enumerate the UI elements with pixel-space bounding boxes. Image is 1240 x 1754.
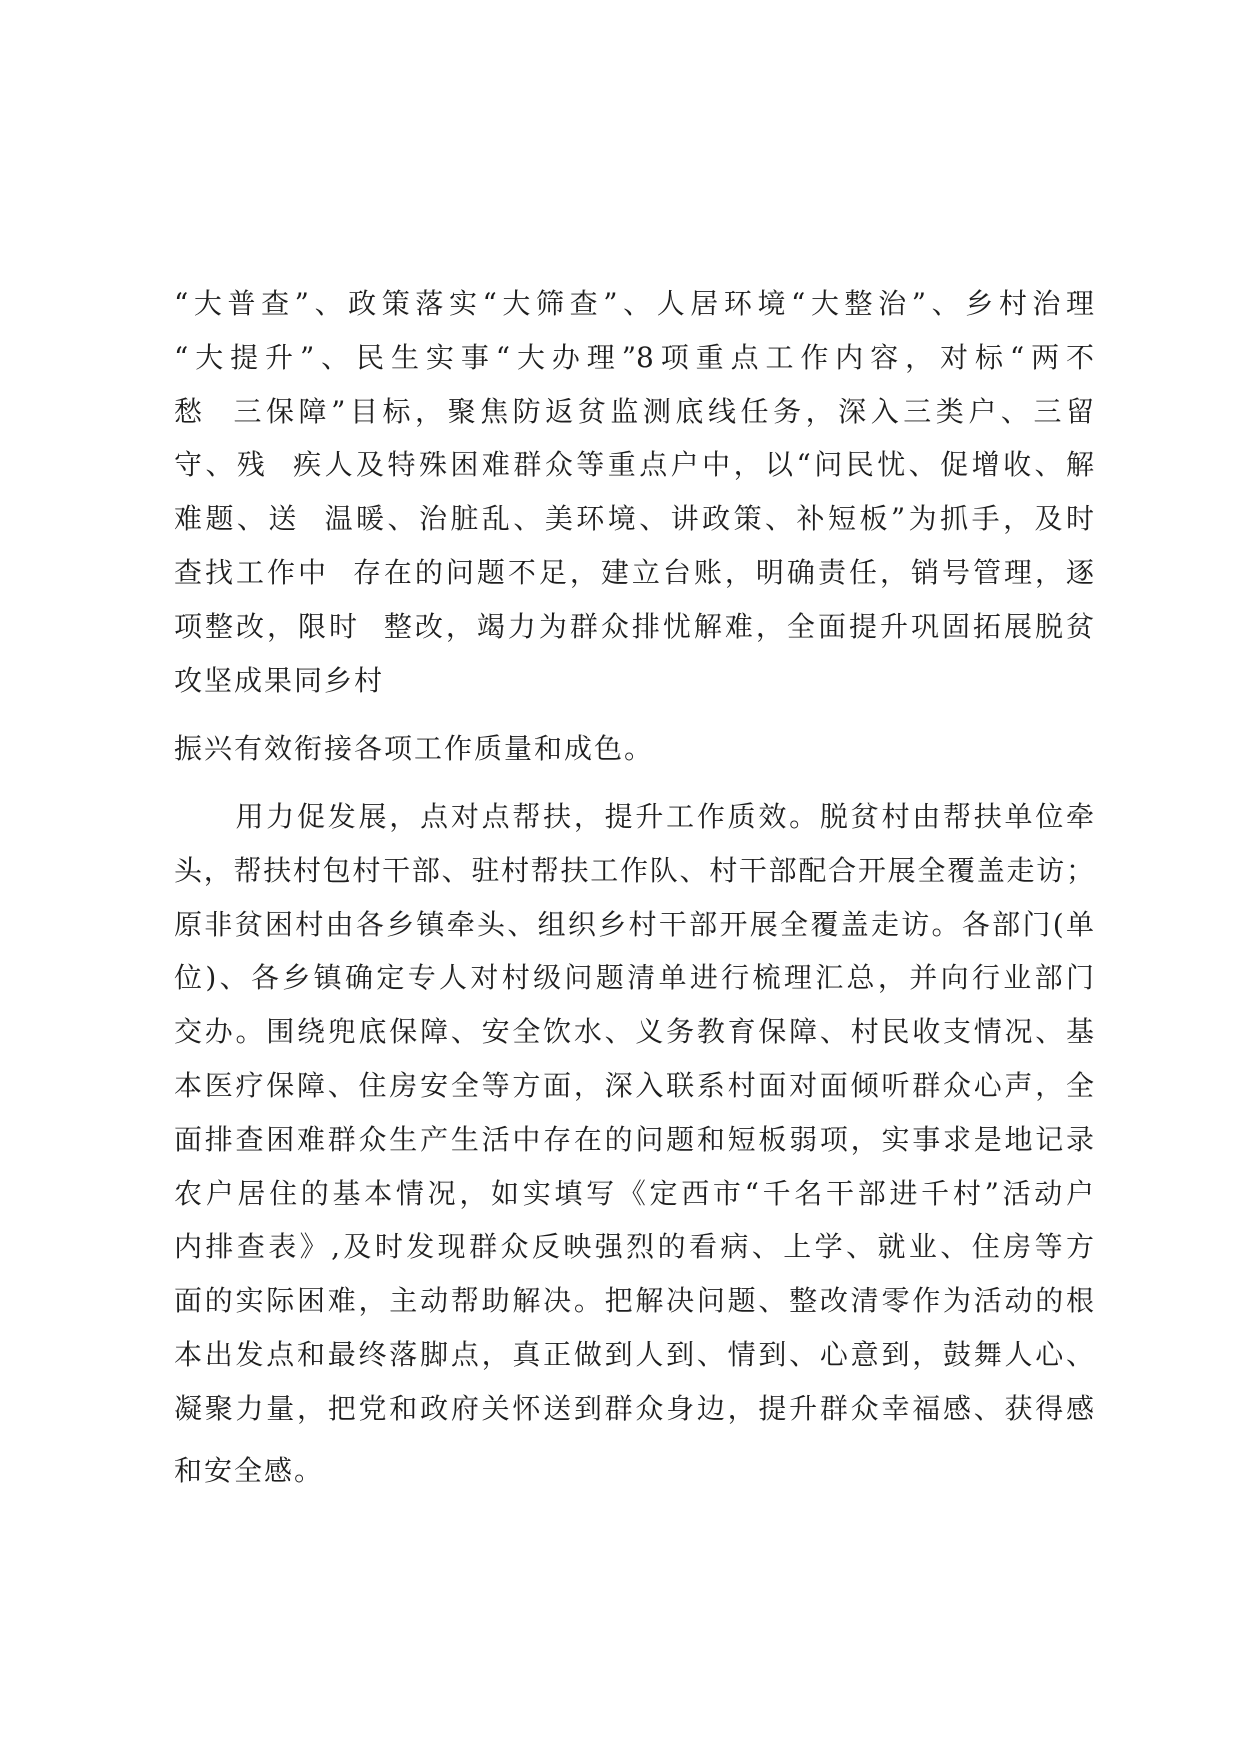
paragraph-2-line-8: 农户居住的基本情况，如实填写《定西市“千名干部进千村”活动户 bbox=[174, 1177, 1094, 1210]
paragraph-1-line-6: 查找工作中 存在的问题不足，建立台账，明确责任，销号管理，逐 bbox=[174, 556, 1094, 589]
paragraph-2-line-12: 凝聚力量，把党和政府关怀送到群众身边，提升群众幸福感、获得感 bbox=[174, 1392, 1094, 1425]
paragraph-2-line-13: 和安全感。 bbox=[174, 1454, 325, 1487]
paragraph-1-line-5: 难题、送 温暖、治脏乱、美环境、讲政策、补短板”为抓手，及时 bbox=[174, 502, 1094, 535]
paragraph-1-continuation: 振兴有效衔接各项工作质量和成色。 bbox=[174, 732, 655, 765]
paragraph-2-line-4: 位)、各乡镇确定专人对村级问题清单进行梳理汇总，并向行业部门 bbox=[174, 961, 1094, 994]
paragraph-2-line-10: 面的实际困难，主动帮助解决。把解决问题、整改清零作为活动的根 bbox=[174, 1284, 1094, 1317]
paragraph-1-line-2: “大提升”、民生实事“大办理”8项重点工作内容，对标“两不 bbox=[174, 341, 1094, 374]
paragraph-2-line-2: 头，帮扶村包村干部、驻村帮扶工作队、村干部配合开展全覆盖走访； bbox=[174, 854, 1094, 887]
paragraph-1-line-1: “大普查”、政策落实“大筛查”、人居环境“大整治”、乡村治理 bbox=[174, 287, 1094, 320]
paragraph-2-line-3: 原非贫困村由各乡镇牵头、组织乡村干部开展全覆盖走访。各部门(单 bbox=[174, 908, 1094, 941]
paragraph-2-line-7: 面排查困难群众生产生活中存在的问题和短板弱项，实事求是地记录 bbox=[174, 1123, 1094, 1156]
paragraph-1-line-7: 项整改，限时 整改，竭力为群众排忧解难，全面提升巩固拓展脱贫 bbox=[174, 610, 1094, 643]
paragraph-2-line-1: 用力促发展，点对点帮扶，提升工作质效。脱贫村由帮扶单位牵 bbox=[174, 800, 1094, 833]
paragraph-1-line-3: 愁 三保障”目标，聚焦防返贫监测底线任务，深入三类户、三留 bbox=[174, 395, 1094, 428]
paragraph-2-line-5: 交办。围绕兜底保障、安全饮水、义务教育保障、村民收支情况、基 bbox=[174, 1015, 1094, 1048]
paragraph-2-line-9: 内排查表》,及时发现群众反映强烈的看病、上学、就业、住房等方 bbox=[174, 1230, 1094, 1263]
paragraph-1-line-8: 攻坚成果同乡村 bbox=[174, 664, 385, 697]
paragraph-1-line-4: 守、残 疾人及特殊困难群众等重点户中，以“问民忧、促增收、解 bbox=[174, 448, 1094, 481]
paragraph-2-line-6: 本医疗保障、住房安全等方面，深入联系村面对面倾听群众心声，全 bbox=[174, 1069, 1094, 1102]
paragraph-2-line-11: 本出发点和最终落脚点，真正做到人到、情到、心意到，鼓舞人心、 bbox=[174, 1338, 1094, 1371]
